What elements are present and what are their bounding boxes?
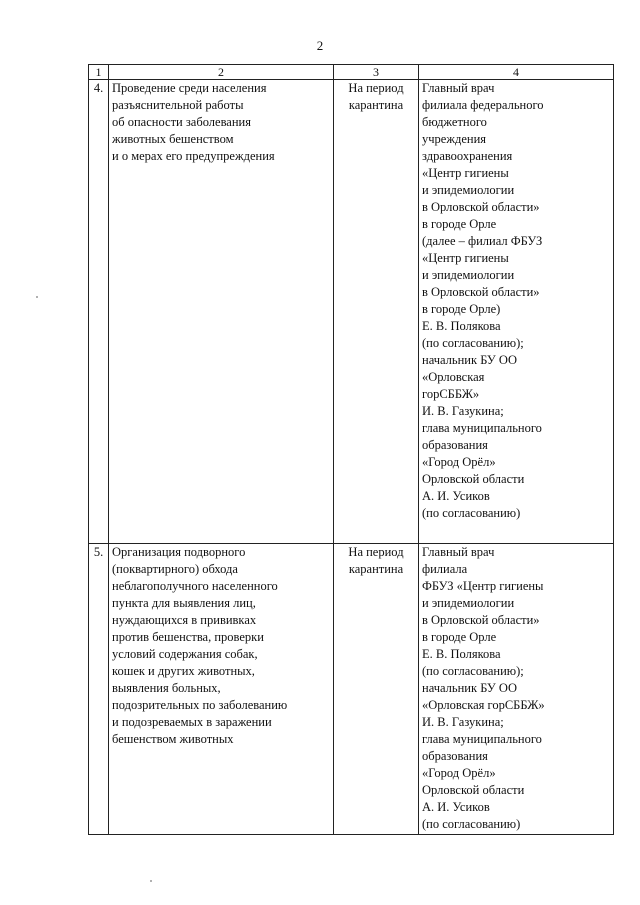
responsible-cell-line: Е. В. Полякова bbox=[422, 647, 501, 661]
activity-cell-line: пункта для выявления лиц, bbox=[112, 596, 256, 610]
activity-cell-line: Организация подворного bbox=[112, 545, 246, 559]
activity-cell-line: разъяснительной работы bbox=[112, 98, 244, 112]
activity-cell-line: (поквартирного) обхода bbox=[112, 562, 238, 576]
activity-cell-line: об опасности заболевания bbox=[112, 115, 251, 129]
activity-cell-line: кошек и других животных, bbox=[112, 664, 255, 678]
responsible-cell-line: здравоохранения bbox=[422, 149, 513, 163]
responsible-cell-line: А. И. Усиков bbox=[422, 489, 490, 503]
responsible-cell-line: «Орловская горСББЖ» bbox=[422, 698, 545, 712]
responsible-cell-line: в Орловской области» bbox=[422, 200, 540, 214]
responsible-cell-line: и эпидемиологии bbox=[422, 596, 515, 610]
responsible-cell-line: начальник БУ ОО bbox=[422, 681, 517, 695]
responsible-cell-line: Орловской области bbox=[422, 472, 525, 486]
responsible-cell-line: горСББЖ» bbox=[422, 387, 480, 401]
page-number: 2 bbox=[316, 38, 324, 53]
row-number: 4. bbox=[89, 80, 109, 544]
scan-speck bbox=[150, 880, 152, 882]
period-cell-line: карантина bbox=[348, 98, 404, 112]
period-cell-line: карантина bbox=[348, 562, 404, 576]
responsible-cell-line: (по согласованию) bbox=[422, 817, 521, 831]
row-number: 5. bbox=[89, 544, 109, 835]
activity-cell-line: выявления больных, bbox=[112, 681, 221, 695]
activity-cell-line: подозрительных по заболеванию bbox=[112, 698, 288, 712]
responsible-cell-line: «Центр гигиены bbox=[422, 251, 509, 265]
responsible-cell bbox=[419, 80, 614, 544]
responsible-cell-line: «Город Орёл» bbox=[422, 766, 496, 780]
period-cell bbox=[334, 544, 419, 835]
activity-cell bbox=[109, 544, 334, 835]
responsible-cell-line: А. И. Усиков bbox=[422, 800, 490, 814]
period-cell-line: На период bbox=[348, 81, 404, 95]
activity-cell-line: бешенством животных bbox=[112, 732, 234, 746]
responsible-cell-line: ФБУЗ «Центр гигиены bbox=[422, 579, 544, 593]
header-col-3: 3 bbox=[334, 65, 419, 80]
responsible-cell-line: И. В. Газукина; bbox=[422, 715, 504, 729]
responsible-cell-line: И. В. Газукина; bbox=[422, 404, 504, 418]
activity-cell-line: и подозреваемых в заражении bbox=[112, 715, 272, 729]
responsible-cell-line: глава муниципального bbox=[422, 732, 542, 746]
responsible-cell-line: (далее – филиал ФБУЗ bbox=[422, 234, 543, 248]
responsible-cell-line: в Орловской области» bbox=[422, 285, 540, 299]
period-cell-line: На период bbox=[348, 545, 404, 559]
responsible-cell-line: в Орловской области» bbox=[422, 613, 540, 627]
activity-cell bbox=[109, 80, 334, 544]
scan-speck bbox=[36, 296, 38, 298]
responsible-cell-line: филиала bbox=[422, 562, 468, 576]
responsible-cell bbox=[419, 544, 614, 835]
responsible-cell-line: Главный врач bbox=[422, 81, 495, 95]
activity-cell-line: нуждающихся в прививках bbox=[112, 613, 257, 627]
responsible-cell-line: «Город Орёл» bbox=[422, 455, 496, 469]
responsible-cell-line: филиала федерального bbox=[422, 98, 544, 112]
responsible-cell-line: и эпидемиологии bbox=[422, 183, 515, 197]
activity-cell-line: против бешенства, проверки bbox=[112, 630, 264, 644]
responsible-cell-line: «Центр гигиены bbox=[422, 166, 509, 180]
responsible-cell-line: (по согласованию); bbox=[422, 664, 524, 678]
responsible-cell-line: Главный врач bbox=[422, 545, 495, 559]
responsible-cell-line: бюджетного bbox=[422, 115, 487, 129]
responsible-cell-line: образования bbox=[422, 749, 488, 763]
responsible-cell-line: образования bbox=[422, 438, 488, 452]
responsible-cell-line: (по согласованию) bbox=[422, 506, 521, 520]
responsible-cell-line: начальник БУ ОО bbox=[422, 353, 517, 367]
responsible-cell-line: и эпидемиологии bbox=[422, 268, 515, 282]
responsible-cell-line: Орловской области bbox=[422, 783, 525, 797]
responsible-cell-line: (по согласованию); bbox=[422, 336, 524, 350]
header-col-1: 1 bbox=[89, 65, 109, 80]
responsible-cell-line: Е. В. Полякова bbox=[422, 319, 501, 333]
period-cell bbox=[334, 80, 419, 544]
activity-cell-line: условий содержания собак, bbox=[112, 647, 258, 661]
header-col-2: 2 bbox=[109, 65, 334, 80]
responsible-cell-line: «Орловская bbox=[422, 370, 485, 384]
responsible-cell-line: учреждения bbox=[422, 132, 487, 146]
activity-cell-line: неблагополучного населенного bbox=[112, 579, 278, 593]
header-col-4: 4 bbox=[419, 65, 614, 80]
activity-cell-line: животных бешенством bbox=[112, 132, 234, 146]
responsible-cell-line: в городе Орле bbox=[422, 217, 497, 231]
table-row bbox=[89, 544, 614, 835]
responsible-cell-line: в городе Орле) bbox=[422, 302, 501, 316]
table-row bbox=[89, 80, 614, 544]
responsible-cell-line: глава муниципального bbox=[422, 421, 542, 435]
activity-cell-line: и о мерах его предупреждения bbox=[112, 149, 275, 163]
responsible-cell-line: в городе Орле bbox=[422, 630, 497, 644]
activity-cell-line: Проведение среди населения bbox=[112, 81, 267, 95]
measures-table bbox=[88, 64, 614, 835]
table-header-row bbox=[89, 65, 614, 80]
